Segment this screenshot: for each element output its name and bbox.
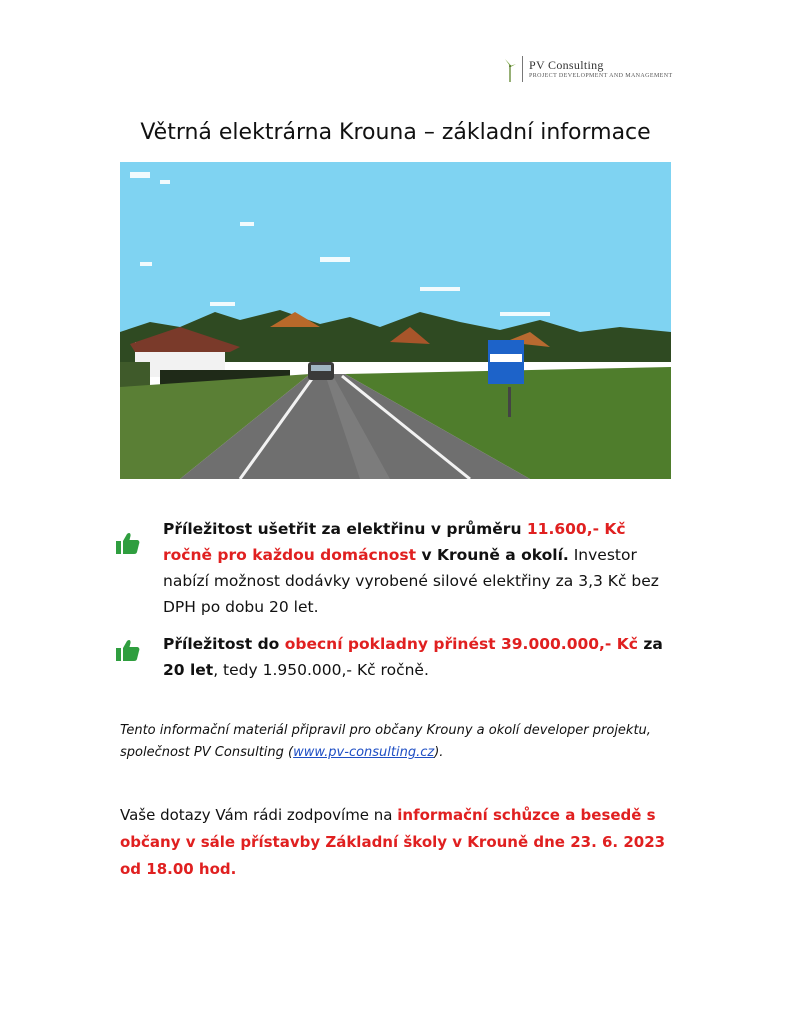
bullet-text bbox=[163, 631, 673, 683]
wind-turbine-icon bbox=[503, 56, 517, 82]
closing-text: Vaše dotazy Vám rádi zodpovíme na bbox=[120, 806, 398, 824]
bullet-text-highlight: 11.600,- Kč ročně pro každou domácnost bbox=[163, 520, 626, 564]
bullet-text-bold: za 20 let bbox=[163, 635, 663, 679]
thumbs-up-icon bbox=[116, 532, 140, 554]
logo-divider bbox=[522, 56, 523, 82]
logo-tagline: PROJECT DEVELOPMENT AND MANAGEMENT bbox=[529, 72, 673, 79]
website-link[interactable]: www.pv-consulting.cz bbox=[293, 745, 435, 760]
thumbs-up-icon bbox=[116, 639, 140, 661]
note-text-end: ). bbox=[434, 745, 444, 760]
note-text: Tento informační materiál připravil pro občany Krouny a okolí developer projektu, společnost PV Consulting ( bbox=[120, 723, 651, 760]
bullet-text bbox=[163, 516, 673, 620]
road-landscape-photo bbox=[120, 162, 671, 479]
meeting-details: informační schůzce a besedě s občany v sále přístavby Základní školy v Krouně dne 23. 6. 2023 od 18.00 hod. bbox=[120, 806, 666, 878]
page-title: Větrná elektrárna Krouna – základní informace bbox=[140, 120, 651, 145]
logo-name: PV Consulting bbox=[529, 57, 604, 72]
bullet-text-bold: Příležitost do bbox=[163, 635, 285, 653]
info-note bbox=[120, 720, 680, 764]
bullet-text-bold: Příležitost ušetřit za elektřinu v průměru bbox=[163, 520, 527, 538]
bullet-text-normal: Investor nabízí možnost dodávky vyrobené silové elektřiny za 3,3 Kč bez DPH po dobu 20 let. bbox=[163, 546, 659, 616]
bullet-text-highlight: obecní pokladny přinést 39.000.000,- Kč bbox=[284, 635, 638, 653]
meeting-invitation bbox=[120, 802, 680, 883]
bullet-text-bold: v Krouně a okolí. bbox=[416, 546, 569, 564]
bullet-text-normal: , tedy 1.950.000,- Kč ročně. bbox=[213, 661, 429, 679]
company-logo bbox=[503, 54, 673, 84]
